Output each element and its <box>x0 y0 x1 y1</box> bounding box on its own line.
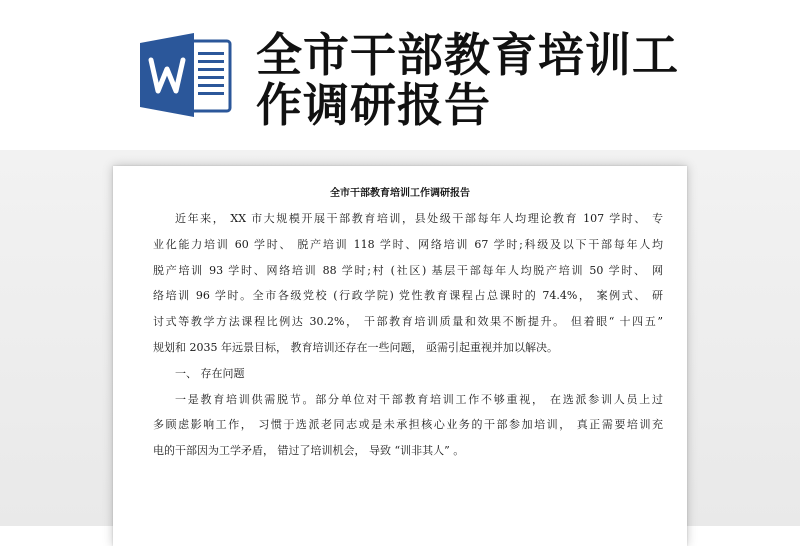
body-line: 脱产培训 93 学时、网络培训 88 学时;村 (社区) 基层干部每年人均脱产培训 50 学时、 网 <box>153 263 663 277</box>
document-page <box>113 166 687 546</box>
banner-title: 全市干部教育培训工作调研报告 <box>256 28 679 132</box>
section-heading: 一、 存在问题 <box>175 366 245 380</box>
body-line: 一是教育培训供需脱节。部分单位对干部教育培训工作不够重视， 在选派参训人员上过 <box>175 392 663 406</box>
document-title: 全市干部教育培训工作调研报告 <box>330 188 470 199</box>
body-line: 电的干部因为工学矛盾， 错过了培训机会， 导致 “训非其人” 。 <box>153 444 465 458</box>
body-line: 讨式等教学方法课程比例达 30.2%， 干部教育培训质量和效果不断提升。 但着眼“ 十四五” <box>153 315 663 329</box>
word-icon <box>140 33 232 117</box>
body-line: 规划和 2035 年远景目标， 教育培训还存在一些问题， 亟需引起重视并加以解决。 <box>153 340 558 354</box>
body-line: 近年来， XX 市大规模开展干部教育培训，县处级干部每年人均理论教育 107 学时、 专 <box>175 212 663 225</box>
banner <box>0 0 800 160</box>
body-line: 络培训 96 学时。全市各级党校 (行政学院) 党性教育课程占总课时的 74.4%， 案例式、 研 <box>153 289 663 303</box>
document-body <box>153 206 663 464</box>
body-line: 业化能力培训 60 学时、 脱产培训 118 学时、网络培训 67 学时;科级及以下干部每年人均 <box>153 237 663 251</box>
body-line: 多顾虑影响工作， 习惯于选派老同志或是未承担核心业务的干部参加培训， 真正需要培训充 <box>153 418 663 432</box>
